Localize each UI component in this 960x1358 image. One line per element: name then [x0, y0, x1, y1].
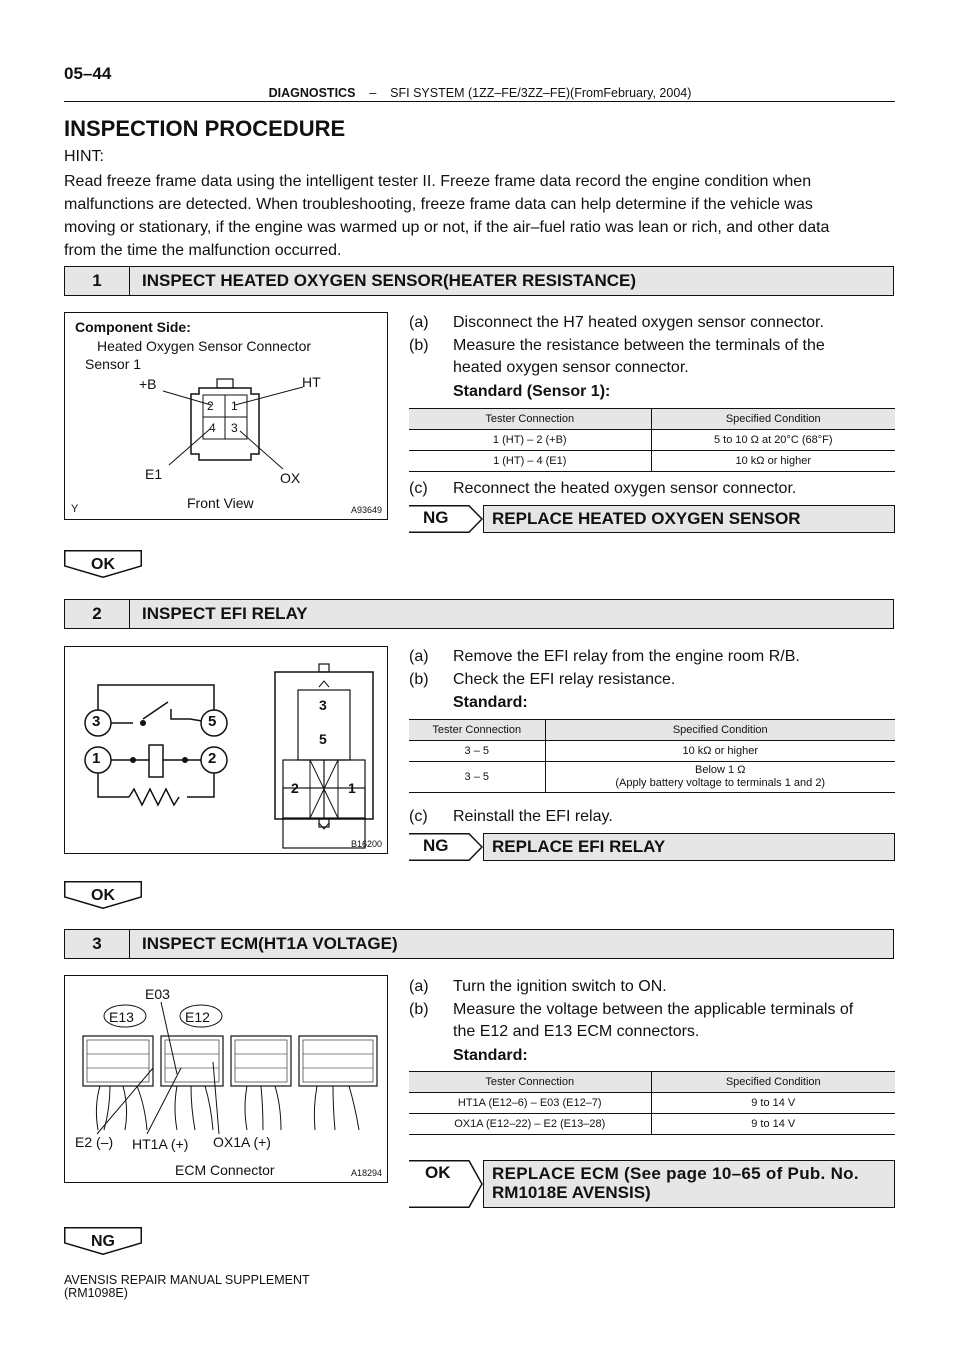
- pin-label-ox: OX: [280, 470, 301, 486]
- table-header: Tester Connection: [409, 409, 651, 430]
- table-header: Tester Connection: [409, 1072, 651, 1093]
- standard-label: Standard (Sensor 1):: [453, 383, 611, 400]
- step-title: INSPECT ECM(HT1A VOLTAGE): [142, 934, 398, 953]
- instruction-b: [409, 335, 895, 379]
- ok-action: [483, 1160, 895, 1208]
- table-row: [409, 741, 895, 762]
- table-cell: OX1A (E12–22) – E2 (E13–28): [409, 1114, 651, 1135]
- label-e2: E2 (–): [75, 1134, 114, 1150]
- instruction-letter: (a): [409, 314, 429, 331]
- table-cell: 3 – 5: [409, 762, 545, 793]
- instruction-text: Remove the EFI relay from the engine room R/B.: [453, 648, 800, 665]
- pin-4: 4: [209, 421, 216, 435]
- relay-terminal-3: 3: [92, 713, 101, 730]
- step-title: INSPECT HEATED OXYGEN SENSOR(HEATER RESISTANCE): [142, 271, 636, 290]
- standard-label: Standard:: [453, 1047, 528, 1064]
- step-number: 3: [65, 930, 130, 958]
- instruction-a: [409, 976, 895, 998]
- ng-label: NG: [423, 836, 449, 855]
- instruction-text: Check the EFI relay resistance.: [453, 671, 676, 688]
- spec-table-step-2: [409, 719, 895, 793]
- instruction-letter: (c): [409, 480, 428, 497]
- label-e03: E03: [145, 986, 170, 1002]
- hint-line: malfunctions are detected. When troubleshooting, freeze frame data can help determine if the vehicle was: [64, 196, 813, 213]
- socket-terminal-3: 3: [319, 697, 327, 713]
- step-3-bar: [64, 929, 894, 959]
- table-cell: 10 kΩ or higher: [651, 451, 895, 472]
- table-row: [409, 451, 895, 472]
- figure-connector-name: Heated Oxygen Sensor Connector: [97, 338, 312, 354]
- footer-manual-title: AVENSIS REPAIR MANUAL SUPPLEMENT: [64, 1273, 310, 1287]
- ng-result-step-1: [409, 505, 895, 533]
- instruction-letter: (b): [409, 1001, 429, 1018]
- hint-label: HINT:: [64, 148, 104, 165]
- figure-heading: Component Side:: [75, 319, 191, 335]
- label-e13: E13: [109, 1009, 134, 1025]
- ng-result-step-2: [409, 833, 895, 861]
- ok-action-line: RM1018E AVENSIS): [492, 1183, 651, 1202]
- relay-terminal-5: 5: [208, 713, 217, 730]
- running-header: [0, 86, 960, 100]
- figure-code: B16200: [351, 839, 383, 849]
- table-cell: 3 – 5: [409, 741, 545, 762]
- ecm-connector-drawing: [65, 976, 386, 1181]
- ng-label: NG: [91, 1233, 115, 1250]
- instruction-text: Disconnect the H7 heated oxygen sensor connector.: [453, 314, 824, 331]
- standard-label: Standard:: [453, 694, 528, 711]
- table-header: Specified Condition: [651, 409, 895, 430]
- instruction-text-cont: heated oxygen sensor connector.: [453, 359, 689, 376]
- table-cell-line: Below 1 Ω: [695, 764, 746, 776]
- pin-3: 3: [231, 421, 238, 435]
- instruction-letter: (a): [409, 648, 429, 665]
- ok-label: OK: [425, 1163, 451, 1182]
- pin-label-e1: E1: [145, 466, 163, 482]
- hint-paragraph: [64, 170, 895, 262]
- instruction-text-cont: the E12 and E13 ECM connectors.: [453, 1023, 700, 1040]
- label-ox1a: OX1A (+): [213, 1134, 271, 1150]
- section-name: DIAGNOSTICS: [268, 86, 356, 100]
- figure-code: A18294: [351, 1168, 383, 1178]
- step-number: 2: [65, 600, 130, 628]
- hint-line: moving or stationary, if the engine was warmed up or not, if the air–fuel ratio was lean or rich, and other data: [64, 219, 830, 236]
- instruction-letter: (a): [409, 978, 429, 995]
- ok-result-step-3: [409, 1160, 895, 1208]
- figure-code: A93649: [351, 505, 383, 515]
- table-cell: 1 (HT) – 4 (E1): [409, 451, 651, 472]
- step-1-bar: [64, 266, 894, 296]
- header-dash: –: [369, 86, 377, 100]
- ng-action: REPLACE EFI RELAY: [483, 833, 895, 861]
- step-title: INSPECT EFI RELAY: [142, 604, 308, 623]
- label-ht1a: HT1A (+): [132, 1136, 189, 1152]
- section-subtitle: SFI SYSTEM (1ZZ–FE/3ZZ–FE)(FromFebruary, 2004): [390, 86, 692, 100]
- instruction-a: [409, 312, 895, 334]
- instruction-text: Measure the voltage between the applicable terminals of: [453, 1001, 854, 1018]
- heated-oxygen-sensor-figure: [64, 312, 388, 520]
- relay-circuit-diagram: [65, 647, 386, 852]
- table-cell: 10 kΩ or higher: [545, 741, 895, 762]
- ecm-connector-caption: ECM Connector: [175, 1162, 275, 1178]
- instruction-letter: (c): [409, 808, 428, 825]
- footer-manual-code: (RM1098E): [64, 1286, 128, 1300]
- spec-table-step-3: [409, 1071, 895, 1135]
- instruction-a: [409, 646, 895, 668]
- pin-1: 1: [231, 399, 238, 413]
- table-cell: 9 to 14 V: [651, 1114, 895, 1135]
- relay-terminal-2: 2: [208, 750, 217, 767]
- table-header-row: [409, 1072, 895, 1093]
- step-2-bar: [64, 599, 894, 629]
- table-row: [409, 1093, 895, 1114]
- page-title: INSPECTION PROCEDURE: [64, 116, 346, 141]
- table-header: Tester Connection: [409, 720, 545, 741]
- hint-line: Read freeze frame data using the intelligent tester II. Freeze frame data record the engine condition when: [64, 173, 812, 190]
- instruction-c: [409, 806, 895, 828]
- step-number: 1: [65, 267, 130, 295]
- spec-table-step-1: [409, 408, 895, 472]
- table-row: [409, 762, 895, 793]
- pin-2: 2: [207, 399, 214, 413]
- efi-relay-figure: [64, 646, 388, 854]
- instruction-text: Reconnect the heated oxygen sensor connector.: [453, 480, 797, 497]
- ng-label: NG: [423, 508, 449, 527]
- instruction-letter: (b): [409, 671, 429, 688]
- front-view-label: Front View: [187, 495, 254, 511]
- table-header-row: [409, 409, 895, 430]
- ok-label: OK: [91, 556, 115, 573]
- ok-label: OK: [91, 887, 115, 904]
- table-header: Specified Condition: [545, 720, 895, 741]
- instruction-text: Measure the resistance between the terminals of the: [453, 337, 825, 354]
- header-rule: [64, 101, 895, 102]
- ok-action-line: REPLACE ECM (See page 10–65 of Pub. No.: [492, 1164, 859, 1183]
- table-row: [409, 1114, 895, 1135]
- instruction-b: [409, 999, 895, 1043]
- hint-line: from the time the malfunction occurred.: [64, 242, 342, 259]
- table-cell: 1 (HT) – 2 (+B): [409, 430, 651, 451]
- table-header-row: [409, 720, 895, 741]
- ecm-connector-figure: [64, 975, 388, 1183]
- table-cell: HT1A (E12–6) – E03 (E12–7): [409, 1093, 651, 1114]
- connector-drawing: [65, 313, 386, 518]
- instruction-b: [409, 669, 895, 691]
- table-cell-line: (Apply battery voltage to terminals 1 and 2): [615, 777, 826, 789]
- label-e12: E12: [185, 1009, 210, 1025]
- instruction-text: Turn the ignition switch to ON.: [453, 978, 667, 995]
- pin-label-plus-b: +B: [139, 376, 157, 392]
- table-cell: 9 to 14 V: [651, 1093, 895, 1114]
- socket-terminal-1: 1: [348, 780, 356, 796]
- ng-action: REPLACE HEATED OXYGEN SENSOR: [483, 505, 895, 533]
- table-header: Specified Condition: [651, 1072, 895, 1093]
- ok-badge-step-2: [64, 881, 142, 909]
- socket-terminal-5: 5: [319, 731, 327, 747]
- figure-corner-mark: Y: [71, 503, 79, 515]
- ng-badge-step-3: [64, 1227, 142, 1255]
- instruction-c: [409, 478, 895, 500]
- page-number: 05–44: [64, 64, 112, 83]
- pin-label-ht: HT: [302, 374, 321, 390]
- figure-sensor-label: Sensor 1: [85, 356, 142, 372]
- relay-terminal-1: 1: [92, 750, 101, 767]
- table-cell: [545, 762, 895, 793]
- ok-badge-step-1: [64, 550, 142, 578]
- instruction-text: Reinstall the EFI relay.: [453, 808, 613, 825]
- table-cell: 5 to 10 Ω at 20°C (68°F): [651, 430, 895, 451]
- footer: [64, 1274, 310, 1300]
- socket-terminal-2: 2: [291, 780, 299, 796]
- instruction-letter: (b): [409, 337, 429, 354]
- table-row: [409, 430, 895, 451]
